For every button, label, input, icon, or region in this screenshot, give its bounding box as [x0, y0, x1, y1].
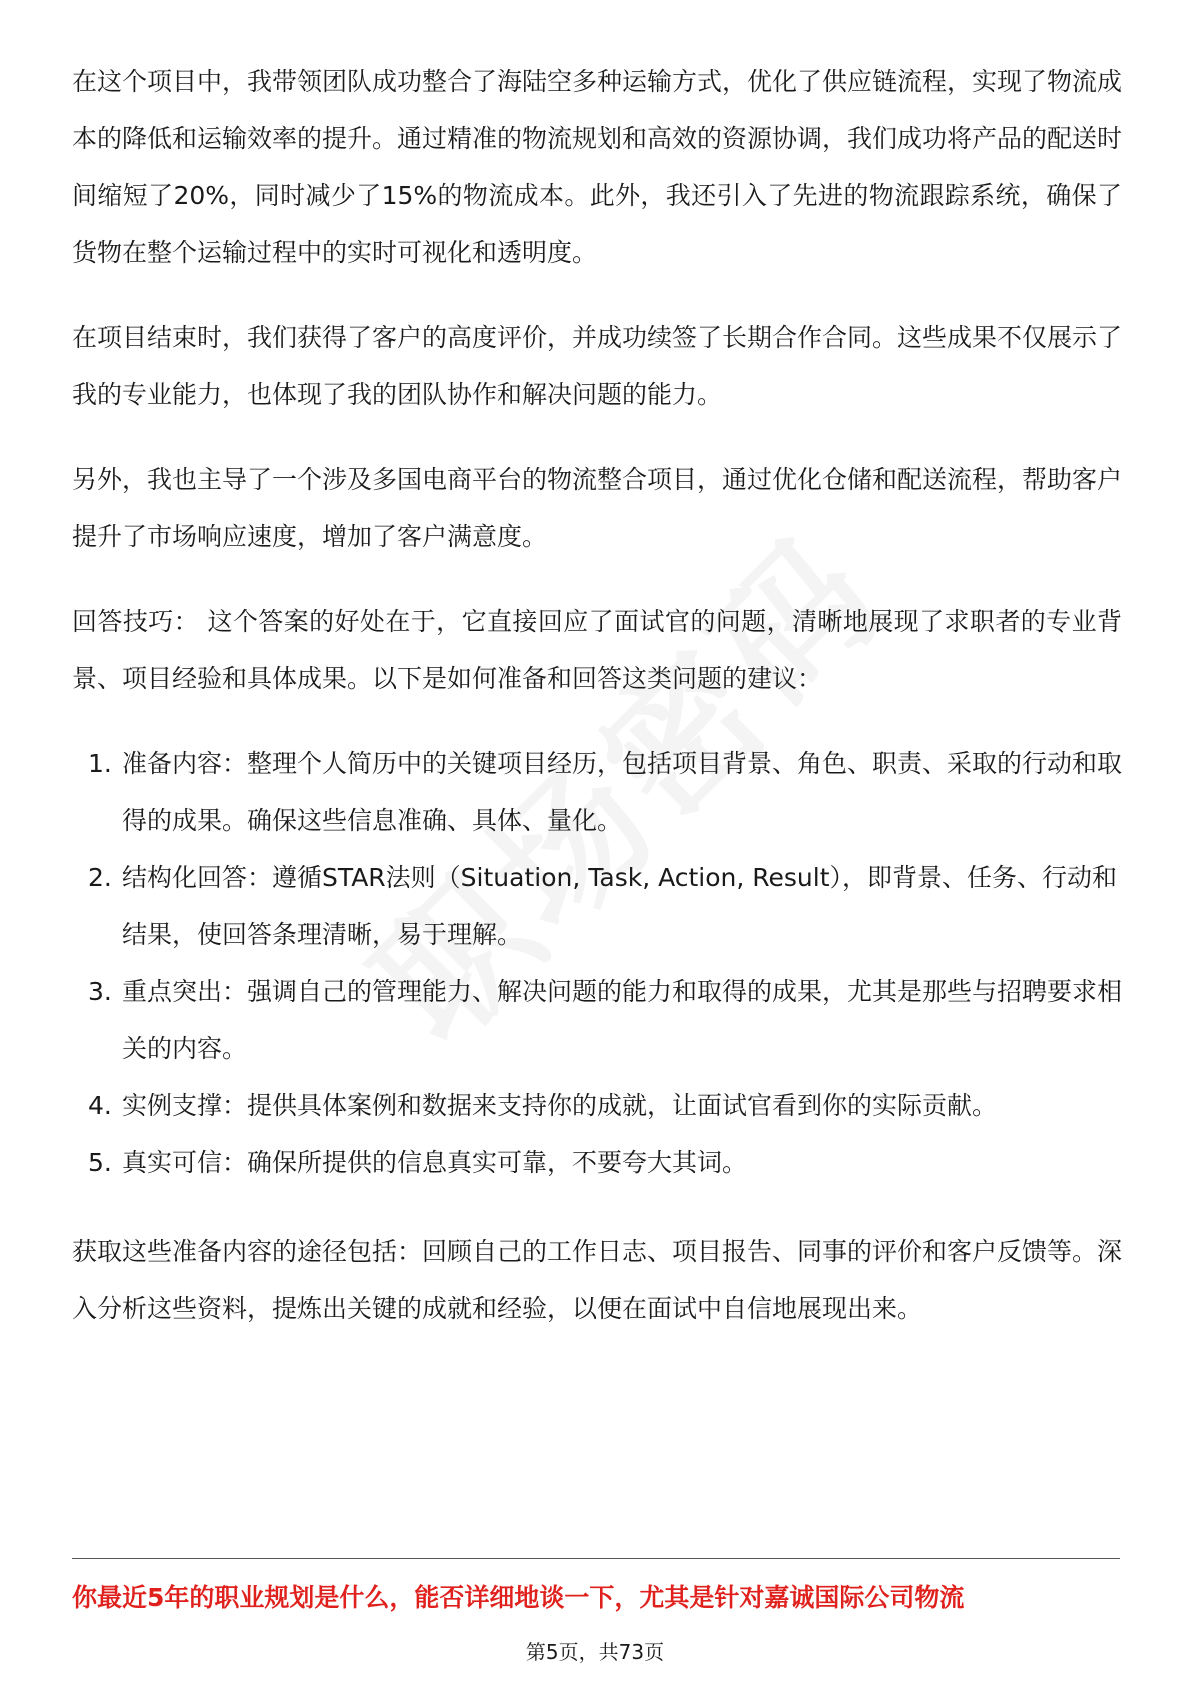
list-number: 5.: [88, 1148, 112, 1177]
paragraph-project-summary: 在这个项目中，我带领团队成功整合了海陆空多种运输方式，优化了供应链流程，实现了物流成本的降低和运输效率的提升。通过精准的物流规划和高效的资源协调，我们成功将产品的配送时间缩短了20%，同时减少了15%的物流成本。此外，我还引入了先进的物流跟踪系统，确保了货物在整个运输过程中的实时可视化和透明度。: [72, 67, 1123, 267]
paragraph-preparation-sources: 获取这些准备内容的途径包括：回顾自己的工作日志、项目报告、同事的评价和客户反馈等。深入分析这些资料，提炼出关键的成就和经验，以便在面试中自信地展现出来。: [72, 1237, 1123, 1323]
list-item-text: 真实可信：确保所提供的信息真实可靠，不要夸大其词。: [122, 1148, 748, 1177]
list-item: [72, 849, 1122, 963]
list-item: [72, 1077, 1122, 1134]
paragraph-project-result: 在项目结束时，我们获得了客户的高度评价，并成功续签了长期合作合同。这些成果不仅展示了我的专业能力，也体现了我的团队协作和解决问题的能力。: [72, 323, 1123, 409]
list-number: 4.: [88, 1091, 112, 1120]
document-body: [72, 53, 1122, 1365]
section-divider: [72, 1558, 1120, 1559]
paragraph-other-project: 另外，我也主导了一个涉及多国电商平台的物流整合项目，通过优化仓储和配送流程，帮助客户提升了市场响应速度，增加了客户满意度。: [72, 465, 1123, 551]
list-number: 2.: [88, 863, 112, 892]
tips-list: [72, 735, 1122, 1191]
next-question-heading: 你最近5年的职业规划是什么，能否详细地谈一下，尤其是针对嘉诚国际公司物流: [72, 1583, 965, 1612]
list-number: 3.: [88, 977, 112, 1006]
list-item-text: 准备内容：整理个人简历中的关键项目经历，包括项目背景、角色、职责、采取的行动和取得的成果。确保这些信息准确、具体、量化。: [122, 749, 1123, 835]
list-item-text: 重点突出：强调自己的管理能力、解决问题的能力和取得的成果，尤其是那些与招聘要求相关的内容。: [122, 977, 1123, 1063]
list-item: [72, 735, 1122, 849]
list-item: [72, 963, 1122, 1077]
list-item-text: 实例支撑：提供具体案例和数据来支持你的成就，让面试官看到你的实际贡献。: [122, 1091, 998, 1120]
list-item: [72, 1134, 1122, 1191]
list-number: 1.: [88, 749, 112, 778]
list-item-text: 结构化回答：遵循STAR法则（Situation, Task, Action, Result），即背景、任务、行动和结果，使回答条理清晰，易于理解。: [122, 863, 1118, 949]
page-number: 第5页，共73页: [525, 1640, 665, 1664]
paragraph-answer-tips: 回答技巧： 这个答案的好处在于，它直接回应了面试官的问题，清晰地展现了求职者的专业背景、项目经验和具体成果。以下是如何准备和回答这类问题的建议：: [72, 607, 1122, 693]
